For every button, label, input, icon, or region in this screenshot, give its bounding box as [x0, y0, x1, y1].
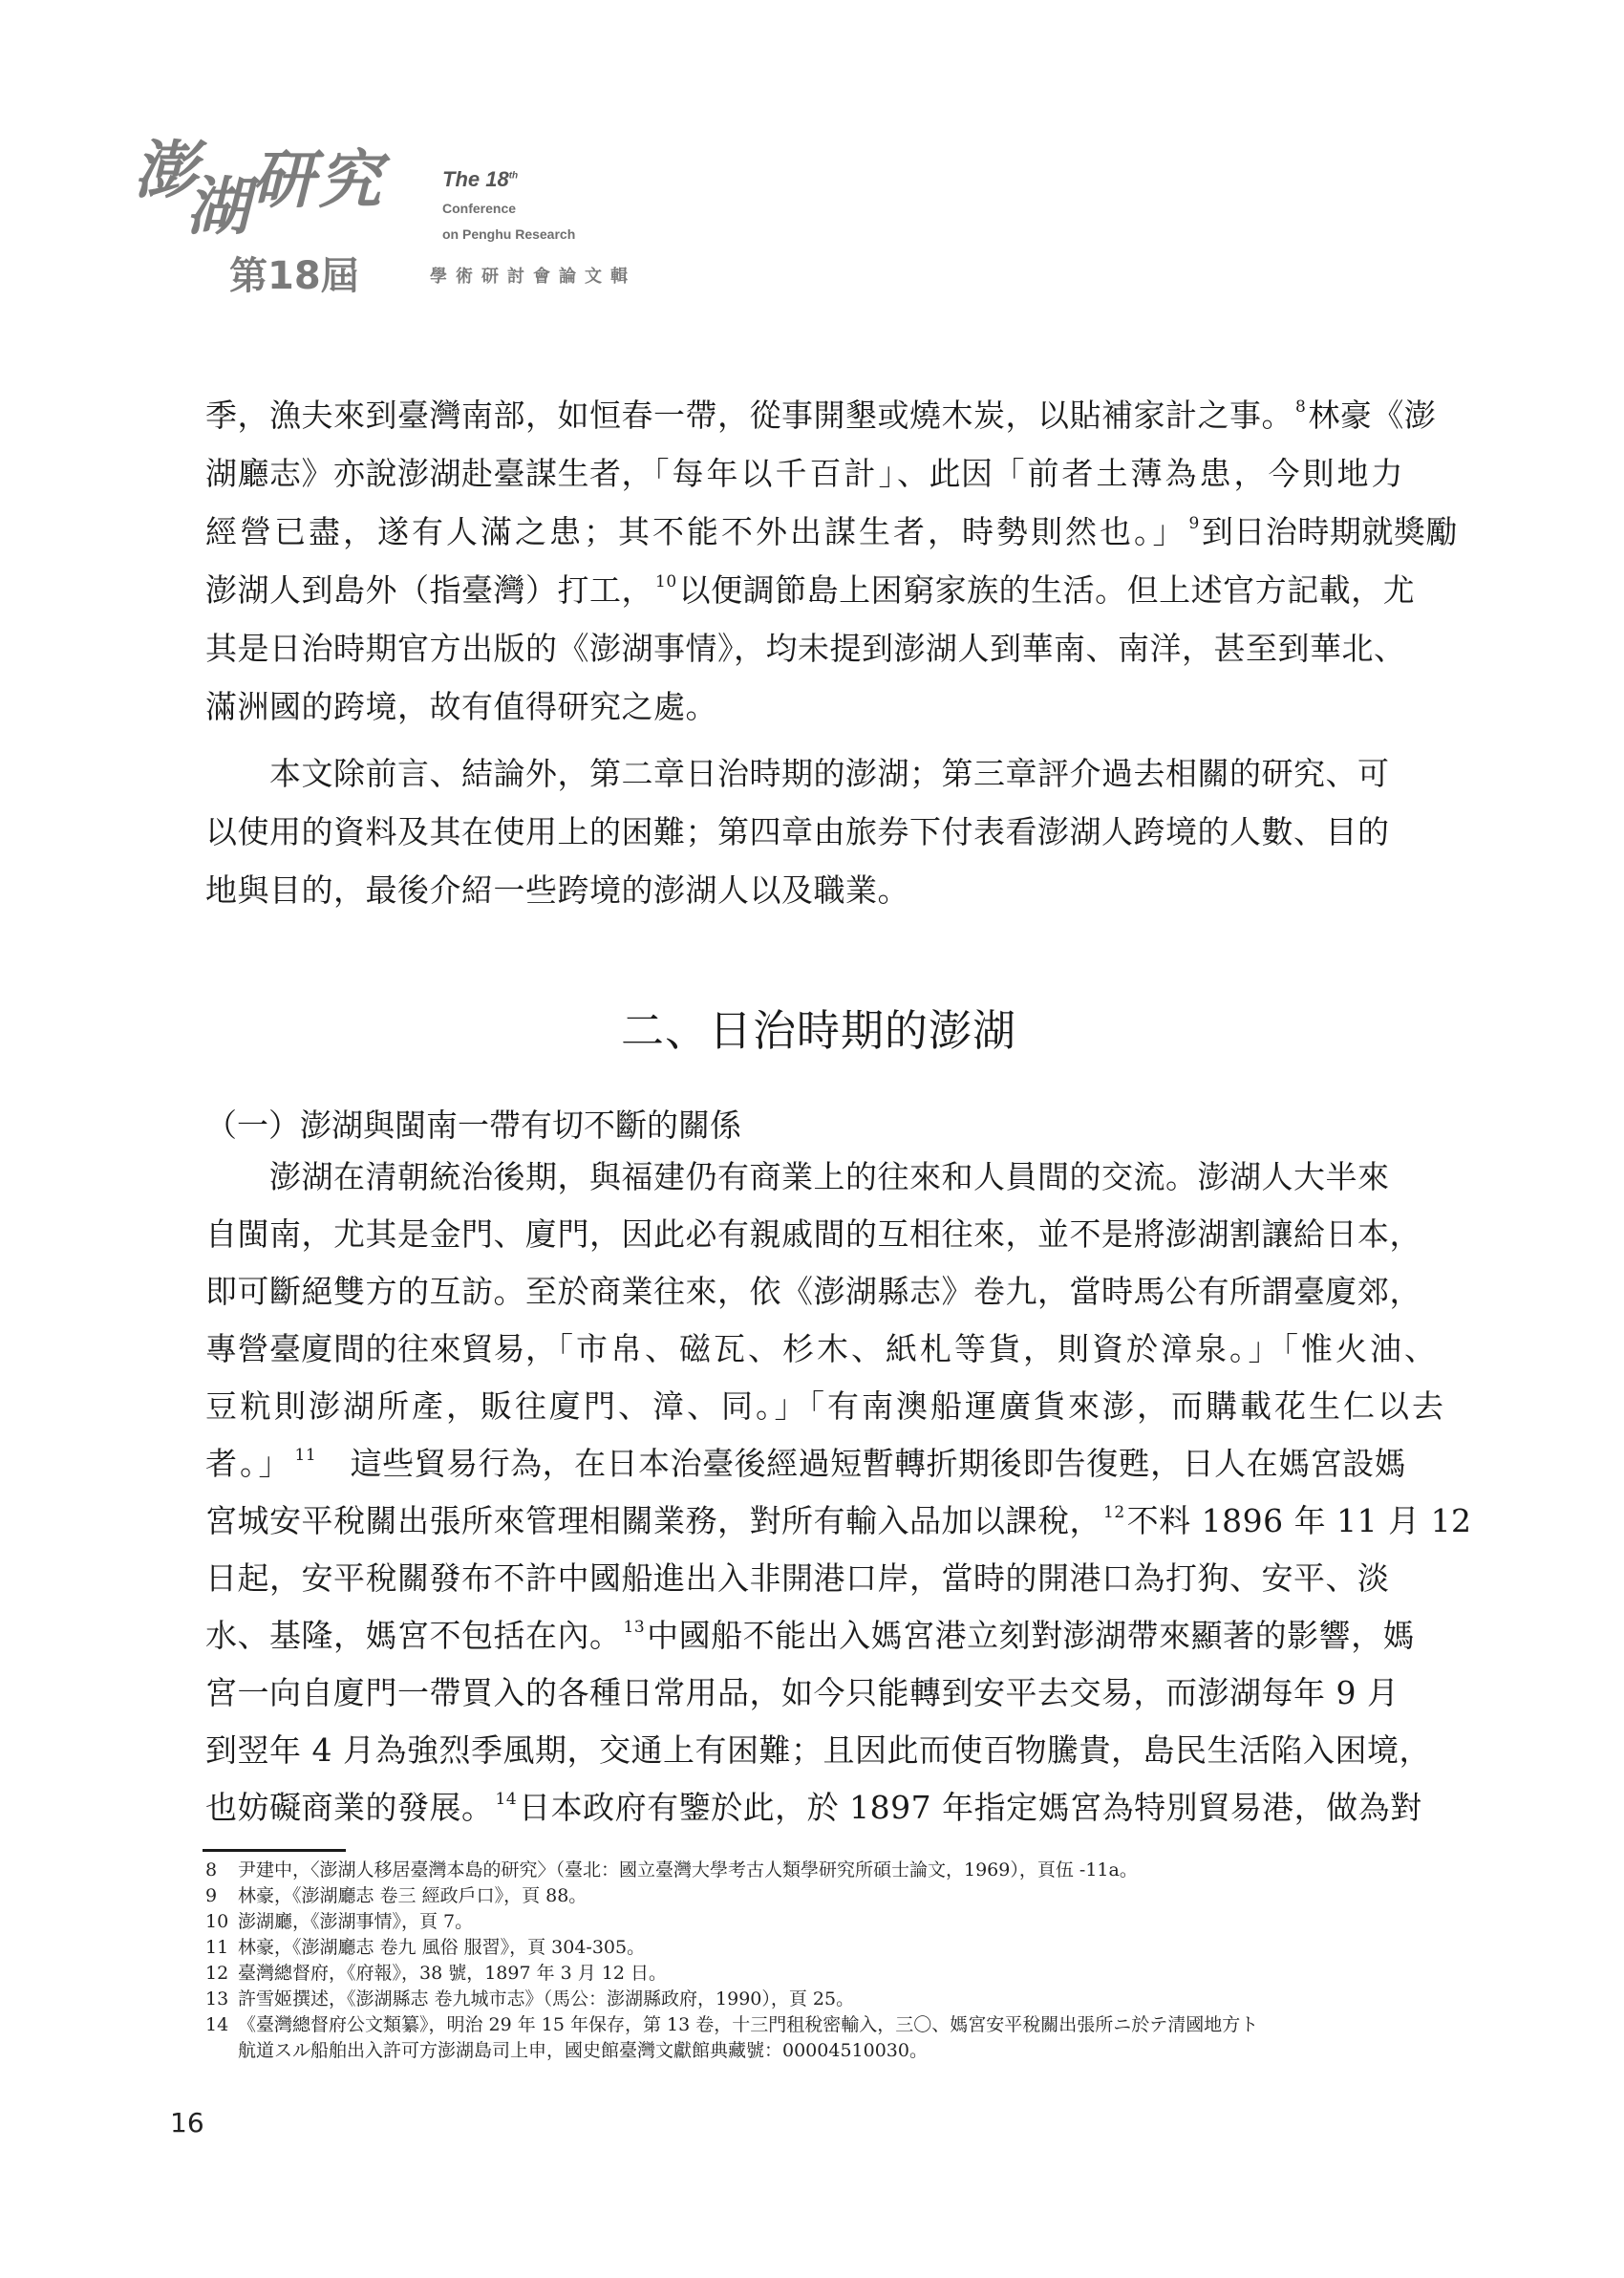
conference-en-line2: Conference — [442, 201, 517, 216]
logo-char: 究 — [318, 142, 379, 217]
footnote-number: 9 — [205, 1885, 218, 1906]
conference-logo — [129, 119, 664, 301]
line-text: 日本政府有鑒於此，於 1897 年指定媽宮為特別貿易港，做為對 — [519, 1789, 1422, 1826]
collection-label: 學術研討會論文輯 — [430, 267, 636, 287]
text-line: 日起，安平稅關發布不許中國船進出入非開港口岸，當時的開港口為打狗、安平、淡 — [205, 1559, 1390, 1597]
footnote-ref[interactable]: 11 — [294, 1446, 317, 1465]
footnote-item — [205, 1936, 1447, 1959]
text-line — [205, 455, 1428, 493]
text-line — [205, 513, 1458, 551]
line-text: 中國船不能出入媽宮港立刻對澎湖帶來顯著的影響，媽 — [647, 1617, 1416, 1654]
text-line: 自閩南，尤其是金門、廈門，因此必有親戚間的互相往來，並不是將澎湖割讓給日本， — [205, 1215, 1421, 1253]
footnote-item — [205, 1859, 1447, 1881]
text-line — [205, 571, 1428, 610]
quotation: 豆粇則澎湖所產，販往廈門、漳、同。」「有南澳船運廣貨來澎，而購載花生仁以去 — [205, 1387, 1446, 1425]
line-text: 也妨礙商業的發展。 — [205, 1789, 494, 1826]
text-line: 澎湖在清朝統治後期，與福建仍有商業上的往來和人員間的交流。澎湖人大半來 — [205, 1158, 1390, 1195]
footnote-continuation: 航道スル船舶出入許可方澎湖島司上申，國史館臺灣文獻館典藏號：00004510030。 — [238, 2040, 928, 2061]
footnote-item — [205, 1910, 1447, 1933]
line-text: 澎湖人到島外（指臺灣）打工， — [205, 571, 653, 609]
footnote-item — [205, 2013, 1447, 2036]
footnote-text: 尹建中，〈澎湖人移居臺灣本島的研究〉（臺北：國立臺灣大學考古人類學研究所碩士論文，1969），頁伍 -11a。 — [238, 1859, 1138, 1880]
text-line — [205, 397, 1437, 435]
footnote-item — [205, 1962, 1447, 1985]
text-line: 本文除前言、結論外，第二章日治時期的澎湖；第三章評介過去相關的研究、可 — [205, 755, 1390, 792]
section-title: 二、日治時期的澎湖 — [621, 1005, 1017, 1056]
line-text: 以便調節島上困窮家族的生活。但上述官方記載，尤 — [678, 571, 1416, 609]
footnote-ref[interactable]: 12 — [1103, 1503, 1125, 1522]
logo-char: 澎 — [134, 133, 195, 207]
footnote-text: 林豪，《澎湖廳志 卷三 經政戶口》，頁 88。 — [238, 1885, 588, 1906]
footnote-ref[interactable]: 10 — [655, 572, 677, 591]
quotation: 經營已盡，遂有人滿之患；其不能不外出謀生者，時勢則然也。」 — [205, 513, 1187, 550]
line-text: 這些貿易行為，在日本治臺後經過短暫轉折期後即告復甦，日人在媽宮設媽 — [318, 1445, 1407, 1482]
footnote-ref[interactable]: 9 — [1188, 514, 1200, 533]
footnote-text: 臺灣總督府，《府報》，38 號，1897 年 3 月 12 日。 — [238, 1963, 668, 1984]
text-line: 宮一向自廈門一帶買入的各種日常用品，如今只能轉到安平去交易，而澎湖每年 9 月 — [205, 1674, 1400, 1711]
footnote-text: 許雪姬撰述，《澎湖縣志 卷九城市志》（馬公：澎湖縣政府，1990），頁 25。 — [238, 1988, 855, 2009]
footnote-ref[interactable]: 8 — [1295, 398, 1307, 417]
logo-char: 湖 — [186, 169, 247, 244]
footnote-item — [205, 1884, 1447, 1907]
footnote-divider — [203, 1849, 346, 1852]
footnote-text: 林豪，《澎湖廳志 卷九 風俗 服習》，頁 304-305。 — [238, 1937, 646, 1958]
line-text: 專營臺廈間的往來貿易， — [205, 1330, 558, 1367]
quotation: 「前者土薄為患，今則地力 — [993, 455, 1406, 492]
text-line — [205, 1617, 1428, 1655]
footnote-ref[interactable]: 14 — [495, 1790, 518, 1809]
line-text: 到日治時期就獎勵 — [1201, 513, 1458, 550]
line-text: 湖廳志》亦說澎湖赴臺謀生者， — [205, 455, 653, 492]
text-line — [205, 1330, 1439, 1368]
conference-en-sup: th — [508, 170, 519, 182]
edition-label: 第18屆 — [229, 254, 359, 298]
subsection-title: （一）澎湖與閩南一帶有切不斷的關係 — [205, 1107, 741, 1144]
page-number: 16 — [170, 2107, 204, 2138]
conference-en-title — [442, 167, 518, 192]
text-line — [205, 1387, 1446, 1426]
quotation: 「市帛、磁瓦、杉木、紙札等貨，則資於漳泉。」「惟火油、 — [557, 1330, 1439, 1367]
text-line: 滿洲國的跨境，故有值得研究之處。 — [205, 688, 717, 725]
text-line: 以使用的資料及其在使用上的困難；第四章由旅券下付表看澎湖人跨境的人數、目的 — [205, 813, 1390, 850]
footnote-number: 12 — [205, 1963, 229, 1984]
footnote-number: 13 — [205, 1988, 229, 2009]
text-line: 地與目的，最後介紹一些跨境的澎湖人以及職業。 — [205, 871, 909, 909]
line-text: 季，漁夫來到臺灣南部，如恒春一帶，從事開墾或燒木炭，以貼補家計之事。 — [205, 397, 1293, 434]
line-text: 、此因 — [897, 455, 994, 492]
logo-char: 研 — [251, 142, 312, 217]
conference-en-line1: The 18 — [442, 167, 509, 191]
conference-en-line3: on Penghu Research — [442, 226, 576, 242]
footnote-item — [205, 1988, 1447, 2010]
quotation: 者。」 — [205, 1445, 293, 1482]
footnote-ref[interactable]: 13 — [623, 1618, 646, 1637]
footnote-text: 《臺灣總督府公文類纂》，明治 29 年 15 年保存，第 13 卷，十三門租稅密輸入，三〇、媽宮安平稅關出張所ニ於テ清國地方ト — [238, 2014, 1259, 2035]
text-line — [205, 1789, 1428, 1827]
line-text: 宮城安平稅關出張所來管理相關業務，對所有輸入品加以課稅， — [205, 1502, 1101, 1539]
line-text: 不料 1896 年 11 月 12 — [1126, 1502, 1472, 1539]
line-text: 林豪《澎 — [1308, 397, 1437, 434]
text-line: 到翌年 4 月為強烈季風期，交通上有困難；且因此而使百物騰貴，島民生活陷入困境， — [205, 1731, 1431, 1769]
text-line — [205, 1445, 1428, 1483]
footnote-number: 10 — [205, 1911, 229, 1932]
line-text: 水、基隆，媽宮不包括在內。 — [205, 1617, 622, 1654]
text-line: 其是日治時期官方出版的《澎湖事情》，均未提到澎湖人到華南、南洋，甚至到華北、 — [205, 630, 1406, 667]
footnote-number: 11 — [205, 1937, 229, 1958]
footnote-number: 8 — [205, 1859, 218, 1880]
quotation: 「每年以千百計」 — [653, 455, 897, 492]
text-line — [205, 1502, 1472, 1540]
text-line: 即可斷絕雙方的互訪。至於商業往來，依《澎湖縣志》卷九，當時馬公有所謂臺廈郊， — [205, 1273, 1421, 1310]
footnote-number: 14 — [205, 2014, 229, 2035]
footnote-text: 澎湖廳，《澎湖事情》，頁 7。 — [238, 1911, 474, 1932]
